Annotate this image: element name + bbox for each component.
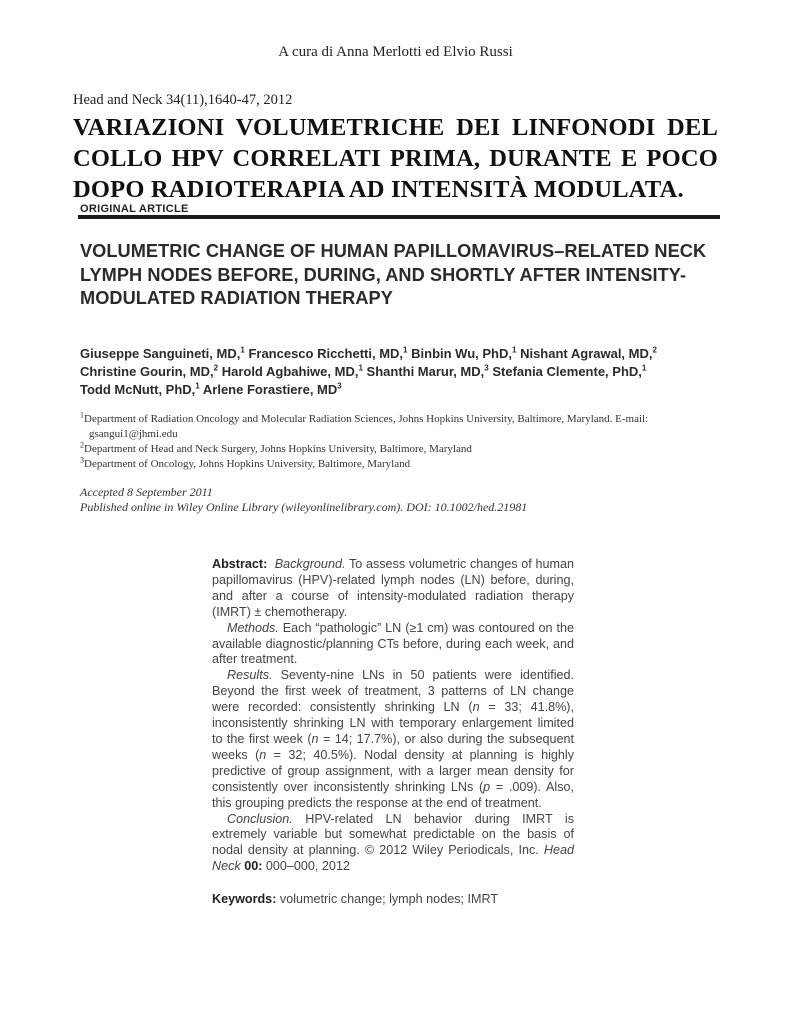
author: Francesco Ricchetti, MD,$^1$: [248, 345, 408, 361]
author: Shanthi Marur, MD,$^3$: [366, 363, 489, 379]
affiliation: $^3$Department of Oncology, Johns Hopkins University, Baltimore, Maryland: [80, 455, 411, 470]
abstract-conclusion: Conclusion. HPV-related LN behavior during IMRT is extremely variable but somewhat predictable on the basis of nodal density at planning. © 2012 Wiley Periodicals, Inc. Head Neck 00: 000–000, 2012: [212, 811, 575, 874]
author: Harold Agbahiwe, MD,$^1$: [221, 363, 363, 379]
author: Stefania Clemente, PhD,$^1$: [492, 363, 647, 379]
author: Todd McNutt, PhD,$^1$: [80, 381, 200, 397]
curators-line: A cura di Anna Merlotti ed Elvio Russi: [278, 44, 513, 60]
author: Nishant Agrawal, MD,$^2$: [520, 345, 657, 361]
header-rule: [78, 215, 720, 219]
author: Giuseppe Sanguineti, MD,$^1$: [80, 345, 245, 361]
author-list: [80, 345, 720, 399]
section-label: ORIGINAL ARTICLE: [80, 203, 189, 215]
affiliation: $^1$Department of Radiation Oncology and Molecular Radiation Sciences, Johns Hopkins University, Baltimore, Maryland. E-mail: gsangui1@jhmi.edu: [80, 410, 649, 440]
affiliation: $^2$Department of Head and Neck Surgery, Johns Hopkins University, Baltimore, Maryland: [80, 440, 472, 455]
accepted-date: Accepted 8 September 2011: [80, 485, 213, 499]
keywords: Keywords: volumetric change; lymph nodes; IMRT: [212, 892, 499, 907]
author: Arlene Forastiere, $MD^3$: [202, 381, 342, 397]
publication-info: [80, 485, 527, 515]
published-online: Published online in Wiley Online Library (wileyonlinelibrary.com). DOI: 10.1002/hed.21981: [80, 500, 528, 514]
abstract-methods: Methods. Each “pathologic” LN (≥1 cm) was contoured on the available diagnostic/planning CTs before, during each week, and after treatment.: [212, 620, 574, 667]
author: Binbin Wu, PhD,$^1$: [411, 345, 517, 361]
abstract-background: Abstract: Background. To assess volumetric changes of human papillomavirus (HPV)-related lymph nodes (LN) before, during, and after a course of intensity-modulated radiation therapy (IMRT) ± chemotherapy.: [212, 557, 575, 619]
article-title: VOLUMETRIC CHANGE OF HUMAN PAPILLOMAVIRUS–RELATED NECK LYMPH NODES BEFORE, DURING, AND SHORTLY AFTER INTENSITY-MODULATED RADIATION THERAPY: [80, 241, 707, 308]
abstract: [212, 557, 574, 908]
affiliations: [80, 412, 720, 472]
abstract-results: Results. Seventy-nine LNs in 50 patients were identified. Beyond the first week of treatment, 3 patterns of LN change were recorded: consistently shrinking LN (n = 33; 41.8%), inconsistently shrinking LN with temporary enlargement limited to the first week (n = 14; 17.7%), or also during the subsequent weeks (n = 32; 40.5%). Nodal density at planning is highly predictive of group assignment, with a larger mean density for consistently over inconsistently shrinking LNs (p = .009). Also, this grouping predicts the response at the end of treatment.: [212, 668, 575, 810]
journal-citation: Head and Neck 34(11),1640-47, 2012: [73, 92, 293, 108]
italian-title: VARIAZIONI VOLUMETRICHE DEI LINFONODI DEL COLLO HPV CORRELATI PRIMA, DURANTE E POCO DOPO RADIOTERAPIA AD INTENSITÀ MODULATA.: [73, 114, 718, 203]
author: Christine Gourin, MD,$^2$: [80, 363, 219, 379]
